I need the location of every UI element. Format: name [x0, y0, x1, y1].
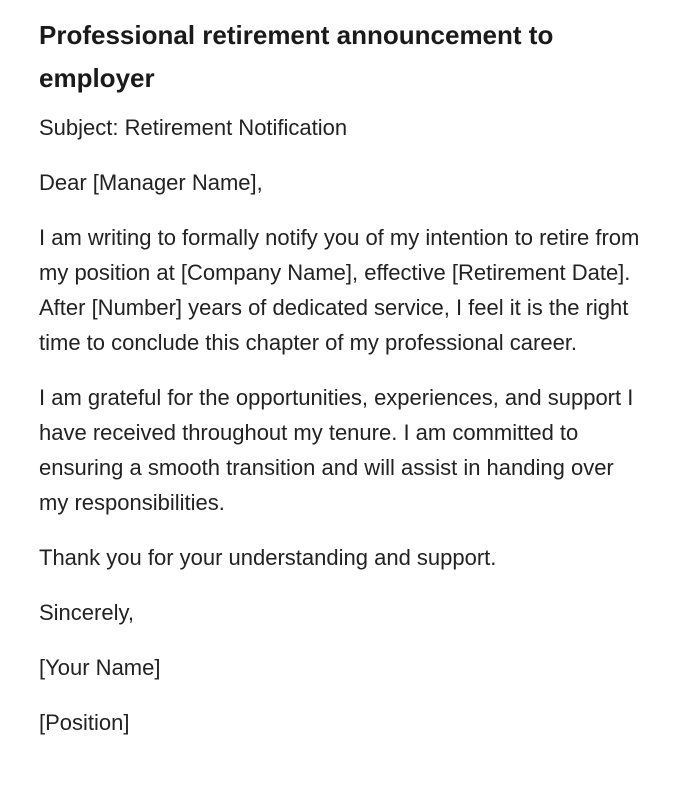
subject-line: Subject: Retirement Notification: [39, 115, 348, 140]
salutation: Dear [Manager Name],: [39, 170, 263, 195]
page-title: Professional retirement announcement to employer: [39, 20, 554, 93]
body-paragraph-1: I am writing to formally notify you of my intention to retire from my position at [Company Name], effective [Retirement Date]. After [Number] years of dedicated service, I feel it is the right time to conclude this chapter of my professional career.: [39, 225, 640, 355]
signature-position-placeholder: [Position]: [39, 710, 130, 735]
signature-name-placeholder: [Your Name]: [39, 655, 161, 680]
sign-off: Sincerely,: [39, 600, 134, 625]
closing-line: Thank you for your understanding and support.: [39, 545, 497, 570]
body-paragraph-2: I am grateful for the opportunities, experiences, and support I have received throughout my tenure. I am committed to ensuring a smooth transition and will assist in handing over my responsibilities.: [39, 385, 634, 515]
